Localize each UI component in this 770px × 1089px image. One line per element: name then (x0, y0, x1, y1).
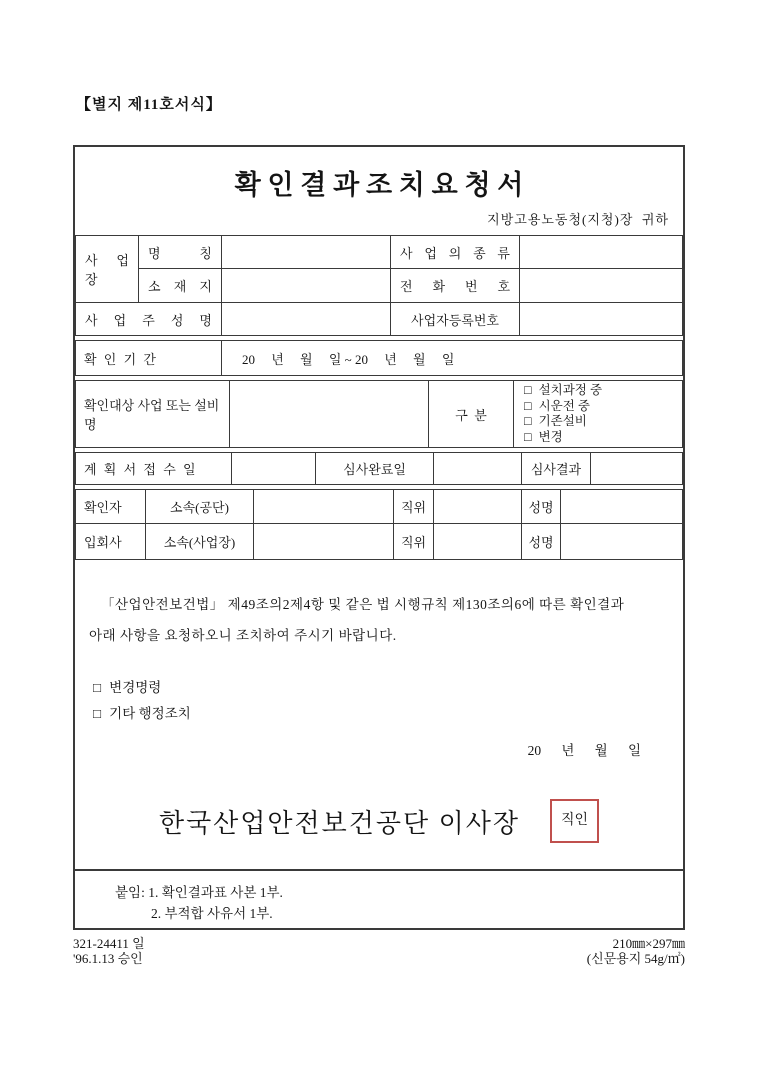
checkbox-unchecked-icon: □ (524, 429, 532, 444)
footer-right-block (587, 936, 685, 966)
business-type-label: 사 업 의 종 류 (391, 236, 520, 269)
body-paragraph (89, 589, 669, 651)
target-table (75, 380, 683, 448)
form-title: 확 인 결 과 조 치 요 청 서 (234, 170, 524, 200)
action-option-label: 변경명령 (109, 680, 162, 695)
checkbox-unchecked-icon: □ (524, 414, 532, 428)
footer-left-block (73, 936, 145, 966)
body-paragraph-line2: 아래 사항을 요청하오니 조치하여 주시기 바랍니다. (89, 628, 397, 643)
category-option-trial-run[interactable] (524, 399, 682, 415)
period-field[interactable]: 20 년 월 일 ~ 20 년 월 일 (222, 341, 683, 376)
attachment-line-2: 2. 부적합 사유서 1부. (151, 906, 273, 921)
form-code-label: 【별지 제11호서식】 (76, 97, 222, 113)
target-label: 확인대상 사업 또는 설비명 (76, 381, 230, 448)
witness-name-label: 성명 (522, 524, 561, 560)
paper-size-line: 210㎜×297㎜ (612, 936, 685, 951)
paper-type-line: (신문용지 54g/㎡) (586, 951, 685, 966)
category-label: 구 분 (429, 381, 514, 448)
plan-received-label: 계 획 서 접 수 일 (76, 453, 232, 485)
phone-field[interactable] (520, 269, 683, 303)
witness-name-field[interactable] (561, 524, 683, 560)
form-outer-border (73, 145, 685, 930)
recipient-line: 지방고용노동청(지청)장 귀하 (487, 212, 669, 227)
workplace-name-label: 명 칭 (139, 236, 222, 269)
checkbox-unchecked-icon: □ (93, 680, 102, 695)
owner-name-field[interactable] (222, 303, 391, 336)
workplace-name-field[interactable] (222, 236, 391, 269)
action-option-label: 기타 행정조치 (109, 706, 191, 721)
checkbox-unchecked-icon: □ (524, 383, 532, 397)
form-number-line: 321-24411 일 (73, 936, 145, 951)
business-reg-no-field[interactable] (520, 303, 683, 336)
witness-position-field[interactable] (434, 524, 522, 560)
confirmation-period-table (75, 340, 683, 376)
witness-position-label: 직위 (394, 524, 434, 560)
action-option-other-admin[interactable] (93, 701, 669, 727)
review-done-label: 심사완료일 (316, 453, 434, 485)
signing-organization: 한국산업안전보건공단 이사장 (158, 808, 520, 838)
approval-date-line: '96.1.13 승인 (73, 951, 143, 966)
action-option-change-order[interactable] (93, 675, 669, 701)
body-area (75, 589, 683, 843)
review-result-field[interactable] (591, 453, 683, 485)
signature-date-line: 20 년 월 일 (527, 743, 641, 758)
phone-label: 전 화 번 호 (391, 269, 520, 303)
review-result-label: 심사결과 (522, 453, 591, 485)
witness-affiliation-field[interactable] (254, 524, 394, 560)
body-paragraph-line1: 「산업안전보건법」 제49조의2제4항 및 같은 법 시행규칙 제130조의6에 따른 확인결과 (101, 597, 625, 612)
confirmer-position-label: 직위 (394, 490, 434, 524)
confirmer-affiliation-field[interactable] (254, 490, 394, 524)
confirmer-role-label: 확인자 (76, 490, 146, 524)
attachments-section (75, 869, 683, 928)
plan-received-field[interactable] (232, 453, 316, 485)
confirmer-position-field[interactable] (434, 490, 522, 524)
official-seal-box: 직인 (550, 799, 599, 843)
category-option-label: 기존설비 (538, 414, 587, 428)
owner-name-label: 사 업 주 성 명 (76, 303, 222, 336)
business-type-field[interactable] (520, 236, 683, 269)
category-option-label: 시운전 중 (538, 398, 590, 413)
checkbox-unchecked-icon: □ (524, 398, 532, 413)
period-label: 확 인 기 간 (76, 341, 222, 376)
page-footer (73, 936, 685, 966)
confirmer-affiliation-label: 소속(공단) (146, 490, 254, 524)
category-option-label: 설치과정 중 (538, 383, 603, 397)
review-done-field[interactable] (434, 453, 522, 485)
witness-role-label: 입회사 (76, 524, 146, 560)
confirmer-name-label: 성명 (522, 490, 561, 524)
category-option-change[interactable] (524, 430, 682, 446)
confirmer-name-field[interactable] (561, 490, 683, 524)
address-field[interactable] (222, 269, 391, 303)
attachment-line-1: 붙임: 1. 확인결과표 사본 1부. (115, 885, 283, 900)
signature-row (89, 799, 669, 843)
target-field[interactable] (230, 381, 429, 448)
category-options-cell (514, 381, 683, 448)
checkbox-unchecked-icon: □ (93, 706, 102, 721)
workplace-info-table (75, 235, 683, 336)
people-table (75, 489, 683, 560)
witness-affiliation-label: 소속(사업장) (146, 524, 254, 560)
category-option-existing[interactable] (524, 414, 682, 430)
action-checkboxes (89, 675, 669, 727)
address-label: 소 재 지 (139, 269, 222, 303)
review-table (75, 452, 683, 485)
category-option-label: 변경 (538, 429, 563, 444)
workplace-group-label: 사 업 장 (76, 236, 139, 303)
category-option-install[interactable] (524, 383, 682, 399)
business-reg-no-label: 사업자등록번호 (391, 303, 520, 336)
